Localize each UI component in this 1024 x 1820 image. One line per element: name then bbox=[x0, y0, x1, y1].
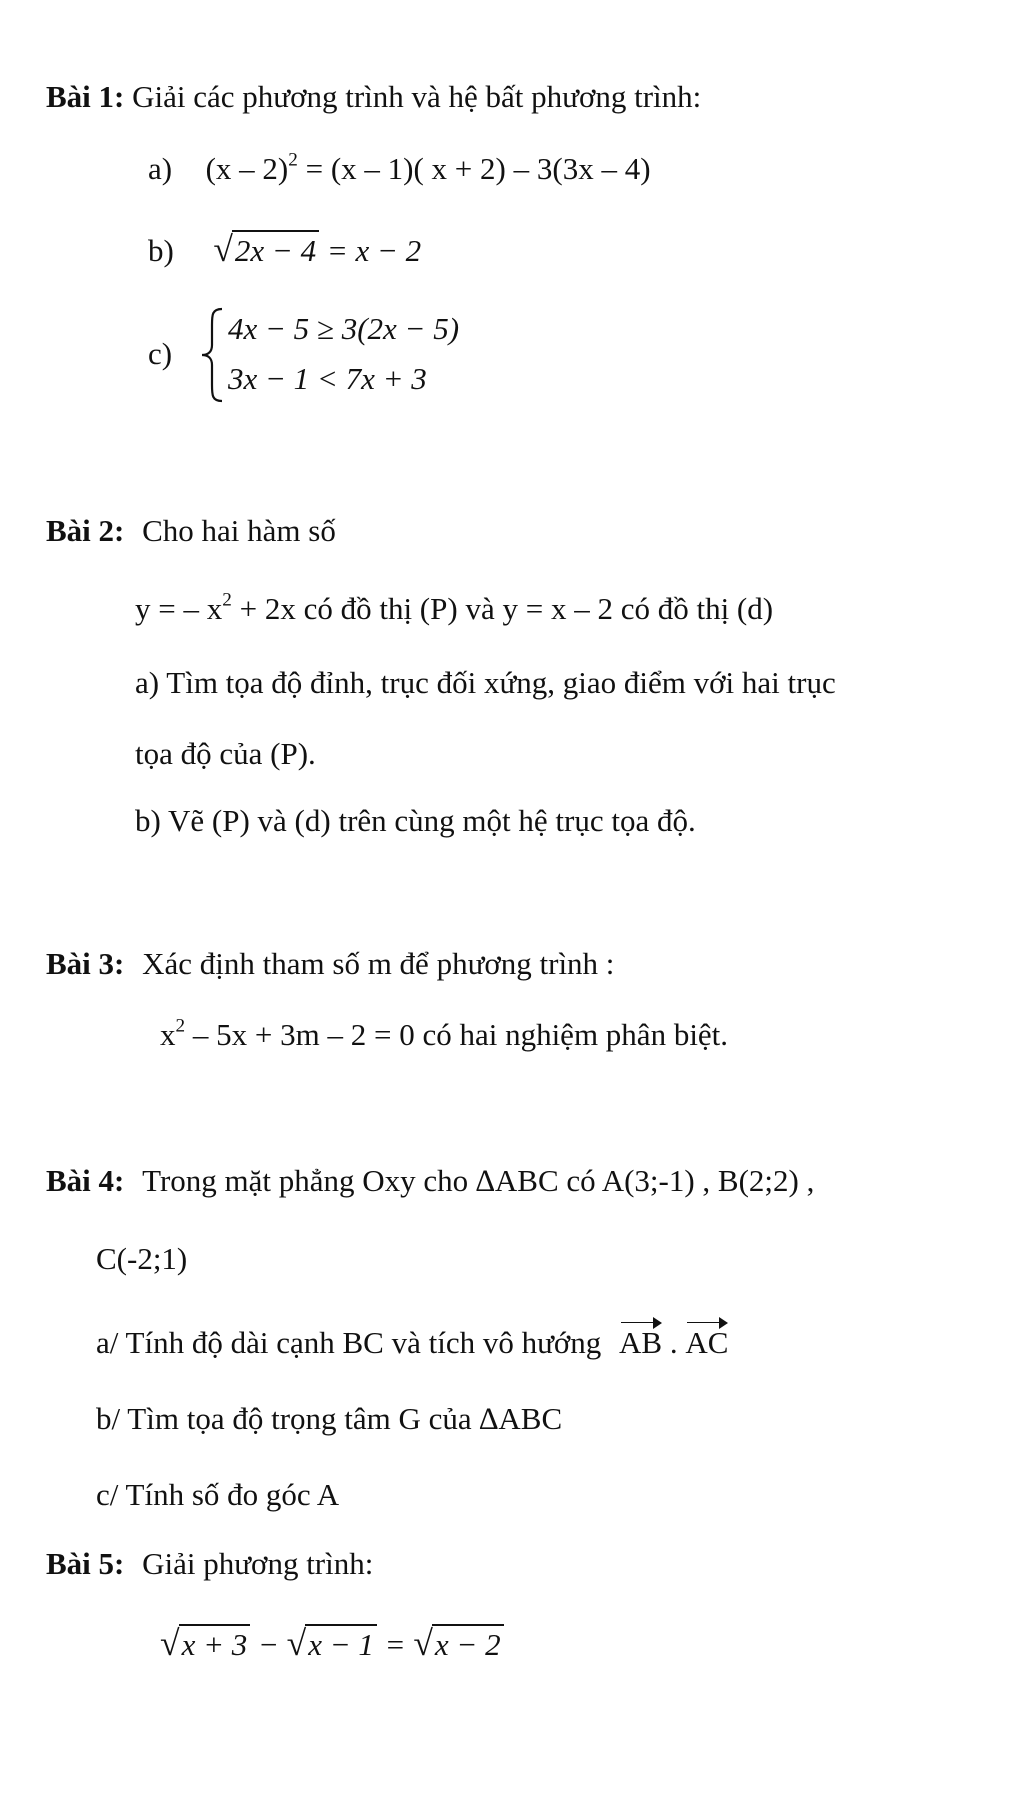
problem-3-heading bbox=[46, 945, 614, 982]
problem-3-equation bbox=[160, 1016, 728, 1053]
problem-1c-row-2: 3x − 1 < 7x + 3 bbox=[228, 361, 427, 396]
problem-3-title: Bài 3: bbox=[46, 946, 125, 981]
problem-2-title: Bài 2: bbox=[46, 513, 125, 548]
problem-5-heading bbox=[46, 1545, 373, 1582]
problem-5-radicand-1: x + 3 bbox=[179, 1624, 251, 1663]
problem-2-function-p: y = – x bbox=[135, 591, 223, 626]
problem-1a-label: a) bbox=[148, 151, 173, 186]
problem-4-title: Bài 4: bbox=[46, 1163, 125, 1198]
left-brace-icon bbox=[200, 305, 224, 405]
problem-5-sqrt-1: √x + 3 bbox=[160, 1622, 250, 1665]
problem-5-sqrt-2: √x − 1 bbox=[287, 1622, 377, 1665]
problem-5-minus: − bbox=[250, 1627, 287, 1662]
problem-5-equals: = bbox=[376, 1627, 414, 1662]
vector-ab: AB bbox=[619, 1316, 662, 1361]
problem-4a bbox=[96, 1316, 728, 1361]
problem-1b-radicand: 2x − 4 bbox=[232, 230, 319, 269]
problem-1a-rhs: = (x – 1)( x + 2) – 3(3x – 4) bbox=[297, 151, 651, 186]
problem-1-heading bbox=[46, 78, 701, 115]
problem-4-line-2: C(-2;1) bbox=[96, 1241, 188, 1276]
problem-2-function-rest: + 2x có đồ thị (P) và y = x – 2 có đồ thị (d) bbox=[231, 591, 774, 626]
problem-1c-label: c) bbox=[148, 336, 173, 371]
problem-1b bbox=[148, 228, 421, 271]
problem-2b-line: b) Vẽ (P) và (d) trên cùng một hệ trục tọa độ. bbox=[135, 803, 696, 838]
problem-1c-system bbox=[200, 305, 520, 405]
problem-1a-lhs: (x – 2) bbox=[205, 151, 289, 186]
problem-1a bbox=[148, 150, 651, 187]
problem-2-text: Cho hai hàm số bbox=[142, 513, 336, 548]
vector-ac: AC bbox=[685, 1316, 728, 1361]
problem-4-heading bbox=[46, 1162, 814, 1199]
problem-5-sqrt-3: √x − 2 bbox=[413, 1622, 503, 1665]
problem-5-title: Bài 5: bbox=[46, 1546, 125, 1581]
problem-1b-rhs: = x − 2 bbox=[319, 233, 422, 268]
problem-3-text: Xác định tham số m để phương trình : bbox=[142, 946, 615, 981]
problem-2a-line-2: tọa độ của (P). bbox=[135, 736, 316, 771]
problem-3-eq-x: x bbox=[160, 1017, 176, 1052]
dot-operator: . bbox=[662, 1325, 686, 1360]
problem-5-equation bbox=[160, 1622, 504, 1665]
problem-2-functions bbox=[135, 590, 773, 627]
problem-4a-text: a/ Tính độ dài cạnh BC và tích vô hướng bbox=[96, 1325, 610, 1360]
problem-2-heading bbox=[46, 512, 336, 549]
problem-3-eq-rest: – 5x + 3m – 2 = 0 có hai nghiệm phân biệt. bbox=[185, 1017, 729, 1052]
problem-5-radicand-3: x − 2 bbox=[432, 1624, 504, 1663]
problem-2-exponent: 2 bbox=[222, 589, 232, 611]
problem-1c-row-1: 4x − 5 ≥ 3(2x − 5) bbox=[228, 311, 460, 346]
problem-4-text: Trong mặt phẳng Oxy cho ∆ABC có A(3;-1) , B(2;2) , bbox=[142, 1163, 815, 1198]
problem-2a-line-1: a) Tìm tọa độ đỉnh, trục đối xứng, giao điểm với hai trục bbox=[135, 665, 836, 700]
problem-4b: b/ Tìm tọa độ trọng tâm G của ∆ABC bbox=[96, 1401, 563, 1436]
problem-1-text: Giải các phương trình và hệ bất phương trình: bbox=[132, 79, 702, 114]
problem-1a-exponent: 2 bbox=[288, 149, 298, 171]
problem-1b-sqrt: √2x − 4 bbox=[213, 228, 319, 271]
problem-5-text: Giải phương trình: bbox=[142, 1546, 374, 1581]
problem-1b-label: b) bbox=[148, 233, 174, 268]
problem-5-radicand-2: x − 1 bbox=[305, 1624, 377, 1663]
problem-4c: c/ Tính số đo góc A bbox=[96, 1477, 340, 1512]
problem-3-exponent: 2 bbox=[175, 1015, 186, 1037]
problem-1-title: Bài 1: bbox=[46, 79, 125, 114]
